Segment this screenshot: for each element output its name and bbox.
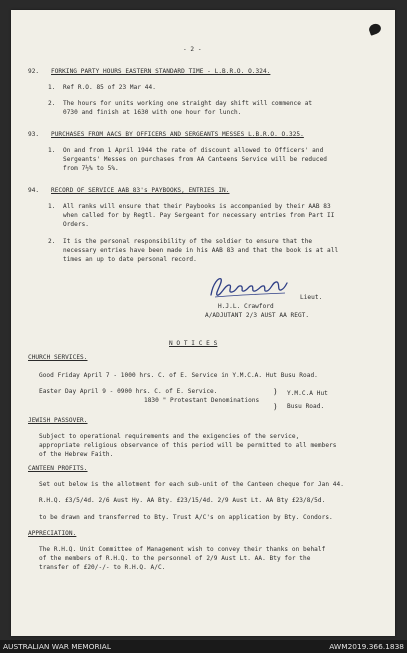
section-heading: RECORD OF SERVICE AAB 83's PAYBOOKS, ENTRIES IN.	[51, 187, 230, 194]
canteen-line: R.H.Q. £3/5/4d. 2/6 Aust Hy. AA Bty. £23/15/4d. 2/9 Aust Lt. AA Bty £23/8/5d.	[39, 497, 326, 504]
canteen-line: Set out below is the allotment for each sub-unit of the Canteen cheque for Jan 44.	[39, 481, 344, 488]
item-line: All ranks will ensure that their Paybooks is accompanied by their AAB 83	[63, 203, 331, 210]
appreciation-line: The R.H.Q. Unit Committee of Management wish to convey their thanks on behalf	[39, 546, 326, 553]
item-line: times an up to date personal record.	[63, 256, 197, 263]
page-number: - 2 -	[183, 46, 202, 53]
brace: )	[273, 387, 278, 396]
item-line: Sergeants' Messes on purchases from AA Canteens Service will be reduced	[63, 156, 328, 163]
item-line: Orders.	[63, 221, 90, 228]
brace: )	[273, 402, 278, 411]
notices-title: N O T I C E S	[169, 340, 218, 347]
item-number: 2.	[48, 238, 56, 245]
church-line: 1830 " Protestant Denominations	[144, 397, 260, 404]
jewish-line: of the Hebrew Faith.	[39, 451, 114, 458]
church-line: Good Friday April 7 - 1000 hrs. C. of E. Service in Y.M.C.A. Hut Busu Road.	[39, 372, 318, 379]
item-line: Ref R.O. 85 of 23 Mar 44.	[63, 84, 156, 91]
item-line: 0730 and finish at 1630 with one hour for lunch.	[63, 109, 242, 116]
canteen-heading: CANTEEN PROFITS.	[28, 465, 88, 472]
jewish-heading: JEWISH PASSOVER.	[28, 417, 88, 424]
signature-name: H.J.L. Crawford	[218, 303, 274, 310]
church-aside: Busu Road.	[287, 403, 325, 410]
appreciation-line: of the members of R.H.Q. to the personnel of 2/9 Aust Lt. AA. Bty for the	[39, 555, 311, 562]
item-line: from 7½% to 5%.	[63, 165, 119, 172]
church-aside: Y.M.C.A Hut	[287, 390, 328, 397]
canteen-line: to be drawn and transferred to Bty. Trust A/C's on application by Bty. Condors.	[39, 514, 333, 521]
item-line: when called for by Regtl. Pay Sergeant for necessary entries from Part II	[63, 212, 335, 219]
jewish-line: Subject to operational requirements and the exigencies of the service,	[39, 433, 300, 440]
jewish-line: appropriate religious observance of this period will be permitted to all members	[39, 442, 337, 449]
section-number: 94.	[28, 187, 40, 194]
item-number: 1.	[48, 203, 56, 210]
archive-footer	[0, 640, 407, 653]
signature-title: A/ADJUTANT 2/3 AUST AA REGT.	[205, 312, 310, 319]
section-heading: FORKING PARTY HOURS EASTERN STANDARD TIME - L.B.R.O. O.324.	[51, 68, 271, 75]
footer-source: AUSTRALIAN WAR MEMORIAL	[3, 642, 111, 651]
item-line: necessary entries have been made in his AAB 83 and that the book is at all	[63, 247, 339, 254]
ink-blot	[368, 22, 383, 36]
section-number: 93.	[28, 131, 40, 138]
item-line: On and from 1 April 1944 the rate of discount allowed to Officers' and	[63, 147, 324, 154]
appreciation-heading: APPRECIATION.	[28, 530, 77, 537]
church-line: Easter Day April 9 - 0900 hrs. C. of E. Service.	[39, 388, 218, 395]
item-number: 1.	[48, 147, 56, 154]
church-heading: CHURCH SERVICES.	[28, 354, 88, 361]
signature-rank: Lieut.	[300, 294, 323, 301]
handwritten-signature	[207, 273, 291, 303]
appreciation-line: transfer of £20/-/- to R.H.Q. A/C.	[39, 564, 166, 571]
section-number: 92.	[28, 68, 40, 75]
document-page	[11, 10, 395, 636]
section-heading: PURCHASES FROM AACS BY OFFICERS AND SERGEANTS MESSES L.B.R.O. O.325.	[51, 131, 304, 138]
item-line: The hours for units working one straight day shift will commence at	[63, 100, 313, 107]
item-number: 1.	[48, 84, 56, 91]
footer-accession-id: AWM2019.366.1838	[329, 642, 404, 651]
item-line: It is the personal responsibility of the soldier to ensure that the	[63, 238, 313, 245]
item-number: 2.	[48, 100, 56, 107]
